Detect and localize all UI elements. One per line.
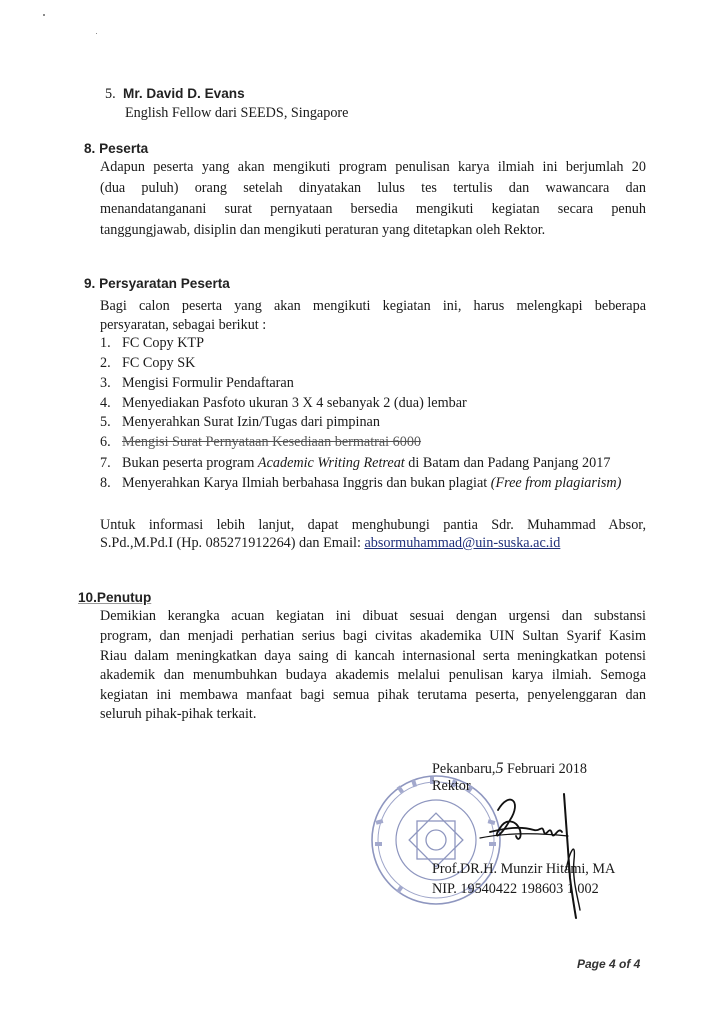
section-8-line-3: menandatanganani surat pernyataan bersedia mengikuti kegiatan secara penuh [100, 201, 646, 217]
section-9-intro-2: persyaratan, sebagai berikut : [100, 317, 267, 333]
section-8-line-1: Adapun peserta yang akan mengikuti program penulisan karya ilmiah ini berjumlah 20 [100, 159, 646, 175]
section-10-line-1: Demikian kerangka acuan kegiatan ini dibuat sesuai dengan urgensi dan substansi [100, 608, 646, 624]
requirement-text: Menyediakan Pasfoto ukuran 3 X 4 sebanyak 2 (dua) lembar [122, 395, 467, 411]
requirement-item [100, 414, 380, 431]
speaker-item [105, 86, 245, 103]
signature-month-year: Februari 2018 [503, 761, 587, 777]
requirement-item [100, 375, 294, 392]
requirement-text: Mengisi Surat Pernyataan Kesediaan bermatrai 6000 [122, 434, 422, 450]
requirement-number: 5. [100, 414, 111, 430]
requirement-item [100, 355, 195, 372]
signature-date [432, 760, 587, 778]
section-8-line-4: tanggungjawab, disiplin dan mengikuti peraturan yang ditetapkan oleh Rektor. [100, 222, 546, 238]
signature-role: Rektor [432, 778, 471, 794]
handwritten-signature [470, 780, 600, 920]
contact-email-link[interactable]: absormuhammad@uin-suska.ac.id [364, 535, 561, 551]
requirement-text: di Batam dan Padang Panjang 2017 [404, 455, 611, 471]
requirement-text: FC Copy SK [122, 355, 196, 371]
signature-name: Prof.DR.H. Munzir Hitami, MA [432, 861, 616, 877]
contact-text: S.Pd.,M.Pd.I (Hp. 085271912264) dan Email: [100, 535, 365, 551]
requirement-number: 1. [100, 335, 111, 351]
requirement-text: FC Copy KTP [122, 335, 204, 351]
signature-nip: NIP. 19540422 198603 1 002 [432, 881, 599, 897]
requirement-item [100, 475, 621, 492]
section-10-line-2: program, dan menjadi perhatian serius bagi civitas akademika UIN Sultan Syarif Kasim [100, 628, 646, 644]
speaker-number: 5. [105, 86, 116, 102]
requirement-text-italic: Academic Writing Retreat [257, 455, 405, 471]
requirement-number: 6. [100, 434, 111, 450]
requirement-number: 3. [100, 375, 111, 391]
speaker-name: Mr. David D. Evans [123, 86, 245, 101]
page-number: Page 4 of 4 [577, 957, 641, 971]
contact-line-1: Untuk informasi lebih lanjut, dapat menghubungi pantia Sdr. Muhammad Absor, [100, 517, 646, 533]
requirement-number: 7. [100, 455, 111, 471]
signature-place: Pekanbaru, [432, 761, 496, 777]
contact-line-2 [100, 535, 560, 552]
requirement-item [100, 335, 204, 352]
scan-speck [96, 33, 97, 34]
section-9-heading: 9. Persyaratan Peserta [84, 276, 230, 291]
requirement-number: 8. [100, 475, 111, 491]
section-10-line-5: kegiatan ini membawa manfaat bagi semua pihak terutama peserta, penyelenggaran dan [100, 687, 646, 703]
requirement-text: Mengisi Formulir Pendaftaran [122, 375, 294, 391]
signature-day: 5 [495, 760, 504, 777]
section-10-heading: 10.Penutup [78, 590, 152, 605]
speaker-affiliation: English Fellow dari SEEDS, Singapore [125, 105, 349, 121]
requirement-text-italic: (Free from plagiarism) [490, 475, 622, 491]
section-9-intro-1: Bagi calon peserta yang akan mengikuti kegiatan ini, harus melengkapi beberapa [100, 298, 646, 314]
requirement-number: 4. [100, 395, 111, 411]
section-10-line-6: seluruh pihak-pihak terkait. [100, 706, 257, 722]
scan-speck [43, 14, 45, 16]
section-10-line-3: Riau dalam meningkatkan daya saing di kancah internasional serta meningkatkan potensi [100, 648, 646, 664]
section-8-heading: 8. Peserta [84, 141, 149, 156]
requirement-item [100, 434, 421, 451]
section-8-line-2: (dua puluh) orang setelah dinyatakan lulus tes tertulis dan wawancara dan [100, 180, 646, 196]
requirement-item [100, 455, 610, 472]
requirement-number: 2. [100, 355, 111, 371]
requirement-text: Menyerahkan Surat Izin/Tugas dari pimpinan [122, 414, 380, 430]
section-10-line-4: akademik dan menumbuhkan budaya akademis melalui penulisan karya ilmiah. Semoga [100, 667, 646, 683]
requirement-text: Bukan peserta program [122, 455, 258, 471]
requirement-item [100, 395, 467, 412]
requirement-text: Menyerahkan Karya Ilmiah berbahasa Inggris dan bukan plagiat [122, 475, 491, 491]
